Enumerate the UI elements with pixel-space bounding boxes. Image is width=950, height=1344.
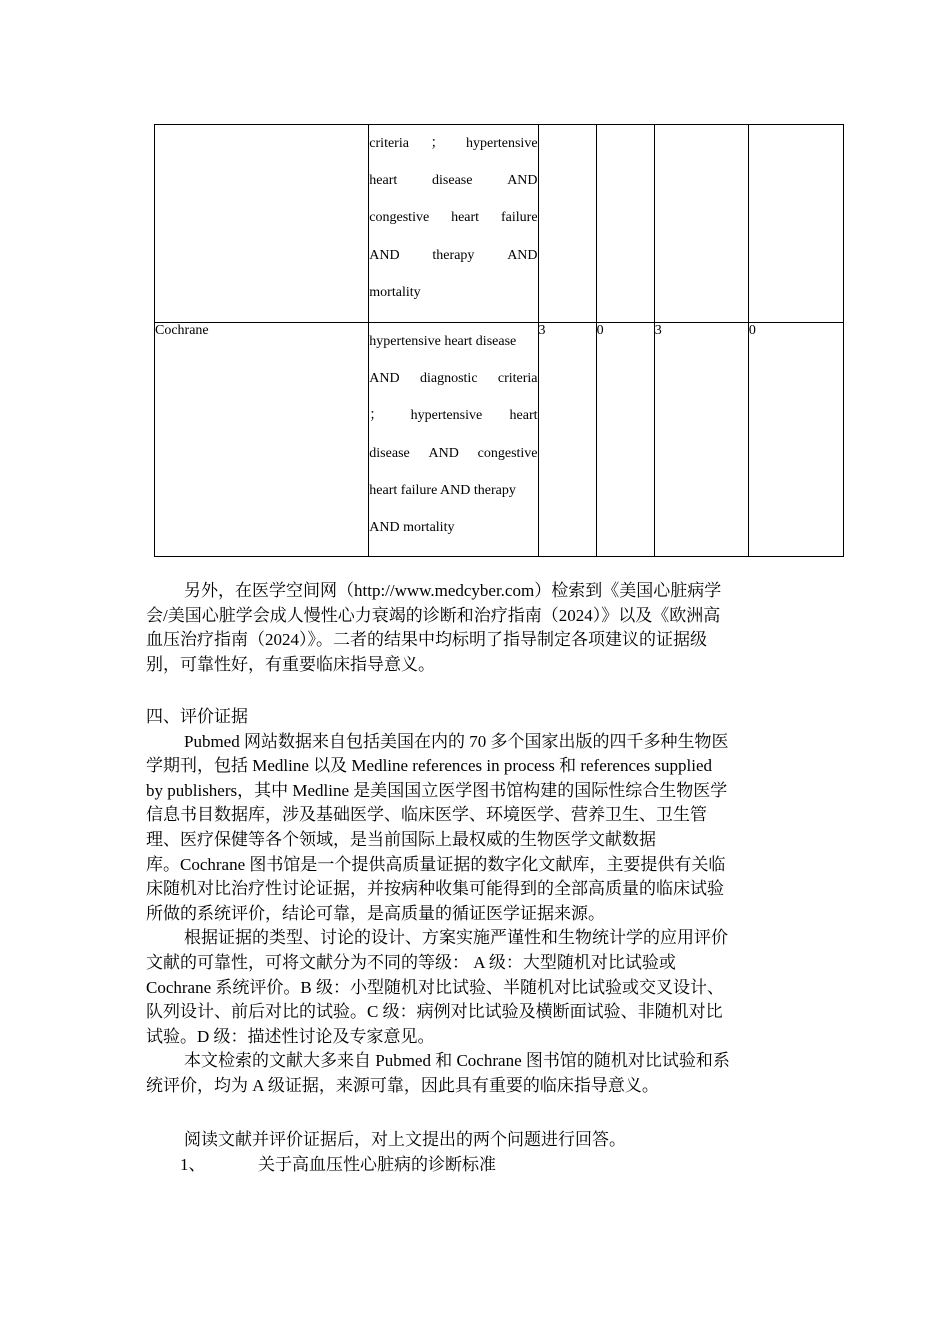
- section-heading: 四、评价证据: [146, 707, 248, 726]
- count-cell: [654, 125, 748, 323]
- count-cell: [748, 125, 843, 323]
- keywords-cell: hypertensive heart disease AND diagnostic criteria ； hypertensive heart disease AND congestive heart failure AND therapy AND mortality: [369, 323, 538, 557]
- answer-intro: 阅读文献并评价证据后，对上文提出的两个问题进行回答。: [184, 1130, 626, 1149]
- count-cell: 0: [748, 323, 843, 557]
- count-cell: 0: [596, 323, 654, 557]
- count-cell: 3: [654, 323, 748, 557]
- count-cell: [538, 125, 596, 323]
- count-cell: [596, 125, 654, 323]
- table-row: [155, 323, 844, 557]
- table-row: [155, 125, 844, 323]
- pubmed-paragraph: Pubmed 网站数据来自包括美国在内的 70 多个国家出版的四千多种生物医 学期刊，包括 Medline 以及 Medline references in process 和 references supplied by publishers，其中 Medline 是美国国立医学图书馆构建的国际性综合生物医学 信息书目数据库，涉及基础医学、临床医学、环境医学、营养卫生、卫生管 理、医疗保健等各个领域，是当前国际上最权威的生物医学文献数据 库。Cochrane 图书馆是一个提供高质量证据的数字化文献库，主要提供有关临 床随机对比治疗性讨论证据，并按病种收集可能得到的全部高质量的临床试验 所做的系统评价，结论可靠，是高质量的循证医学证据来源。: [146, 731, 729, 923]
- list-number: 1、: [180, 1154, 206, 1174]
- grading-paragraph: 根据证据的类型、讨论的设计、方案实施严谨性和生物统计学的应用评价 文献的可靠性，可将文献分为不同的等级： A 级：大型随机对比试验或 Cochrane 系统评价。B 级：小型随机对比试验、半随机对比试验或交叉设计、 队列设计、前后对比的试验。C 级：病例对比试验及横断面试验、非随机对比 试验。D 级：描述性讨论及专家意见。: [146, 928, 728, 1046]
- list-text: 关于高血压性心脏病的诊断标准: [258, 1154, 496, 1174]
- section-4: [146, 705, 806, 1099]
- keywords-cell: criteria ； hypertensive heart disease AND congestive heart failure AND therapy AND mortality: [369, 125, 538, 323]
- database-cell: Cochrane: [155, 323, 369, 557]
- database-cell: [155, 125, 369, 323]
- list-item: [146, 1153, 806, 1178]
- medcyber-paragraph: 另外，在医学空间网（http://www.medcyber.com）检索到《美国心脏病学 会/美国心脏学会成人慢性心力衰竭的诊断和治疗指南（2024）》以及《欧洲高 血压治疗指南（2024）》。二者的结果中均标明了指导制定各项建议的证据级 别，可靠性好，有重要临床指导意义。: [146, 581, 722, 674]
- answer-section: [146, 1128, 806, 1177]
- conclusion-paragraph: 本文检索的文献大多来自 Pubmed 和 Cochrane 图书馆的随机对比试验和系 统评价，均为 A 级证据，来源可靠，因此具有重要的临床指导意义。: [146, 1051, 730, 1095]
- search-results-table: [154, 124, 844, 557]
- count-cell: 3: [538, 323, 596, 557]
